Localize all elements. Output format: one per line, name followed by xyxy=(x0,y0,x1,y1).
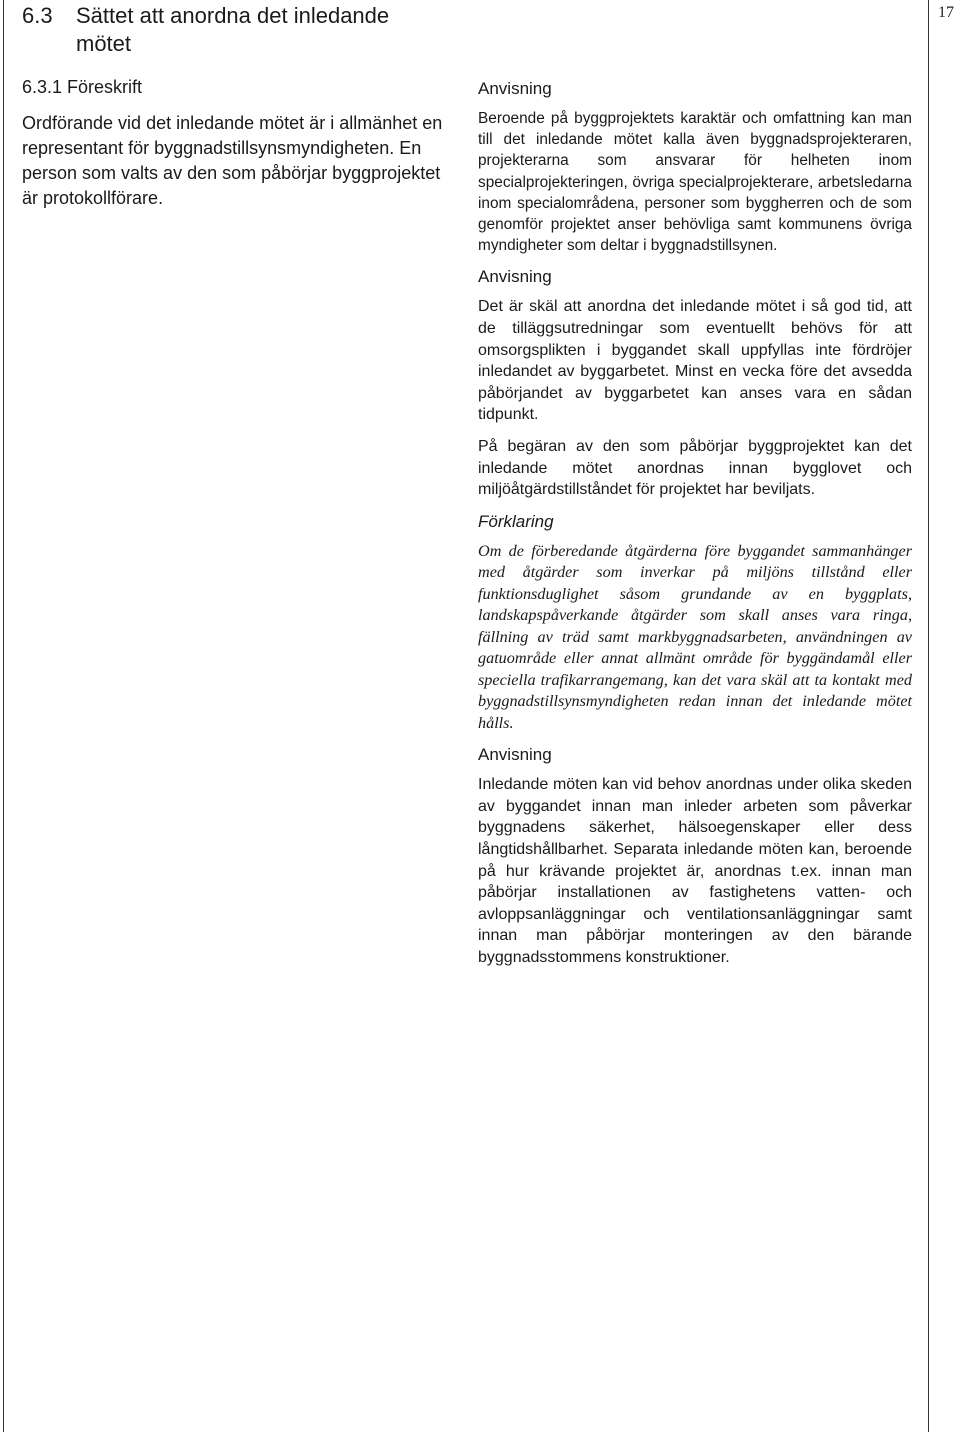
section-number: 6.3 xyxy=(22,3,53,28)
left-margin-rule xyxy=(3,0,4,1432)
guidance-label-1: Anvisning xyxy=(478,79,552,98)
guidance-text-1: Beroende på byggprojektets karaktär och omfattning kan man till det inledande mötet kalla även byggnadsprojekteraren, projekterarna som ansvarar för helheten inom specialprojekteringen, övriga specialprojekterare, arbetsledarna inom specialområdena, personer som byggherren och de som genomför projektet anser behövliga samt kommunens övriga myndigheter som deltar i byggnadstillsynen. xyxy=(478,110,912,255)
page-number: 17 xyxy=(938,4,954,21)
guidance-text-2b: På begäran av den som påbörjar byggprojektet kan det inledande mötet anordnas innan bygglovet och miljöåtgärdstillståndet för projektet har beviljats. xyxy=(478,437,912,499)
subsection-heading: 6.3.1 Föreskrift xyxy=(22,77,143,97)
regulation-text: Ordförande vid det inledande mötet är i allmänhet en representant för byggnadstillsynsmyndigheten. En person som valts av den som påbörjar byggprojektet är protokollförare. xyxy=(22,113,443,208)
guidance-label-2: Anvisning xyxy=(478,267,552,287)
section-heading xyxy=(22,2,452,58)
section-title-line2: mötet xyxy=(76,31,132,56)
explanation-label: Förklaring xyxy=(478,511,554,531)
explanation-text: Om de förberedande åtgärderna före byggandet sammanhänger med åtgärder som inverkar på miljöns tillstånd eller funktionsduglighet såsom grundande av en byggplats, landskapspåverkande åtgärder som skall anses vara ringa, fällning av träd samt markbyggnadsarbeten, användningen av gatuområde eller annat allmänt område för byggändamål eller speciella trafikarrangemang, kan det vara skäl att ta kontakt med byggnadstillsynsmyndigheten redan innan det inledande mötet hålls. xyxy=(478,541,912,732)
guidance-label-3: Anvisning xyxy=(478,745,552,765)
section-title-line1: Sättet att anordna det inledande xyxy=(76,3,390,28)
guidance-column xyxy=(478,78,912,979)
guidance-text-2a: Det är skäl att anordna det inledande mötet i så god tid, att de tilläggsutredningar som eventuellt behövs för att omsorgsplikten i byggandet skall uppfyllas inte fördröjer inledandet av byggarbetet. Minst en vecka före det avsedda påbörjandet av byggarbetet kan anses vara en sådan tidpunkt. xyxy=(478,298,912,424)
guidance-text-3: Inledande möten kan vid behov anordnas under olika skeden av byggandet innan man inleder arbeten som påverkar byggnadens säkerhet, hälsoegenskaper eller dess långtidshållbarhet. Separata inledande möten kan, beroende på hur krävande projektet är, anordnas t.ex. innan man påbörjar installationen av fastighetens vatten- och avloppsanläggningar och ventilationsanläggningar samt innan man påbörjar monteringen av den bärande byggnadsstommens konstruktioner. xyxy=(478,776,912,967)
right-margin-rule xyxy=(928,0,929,1432)
